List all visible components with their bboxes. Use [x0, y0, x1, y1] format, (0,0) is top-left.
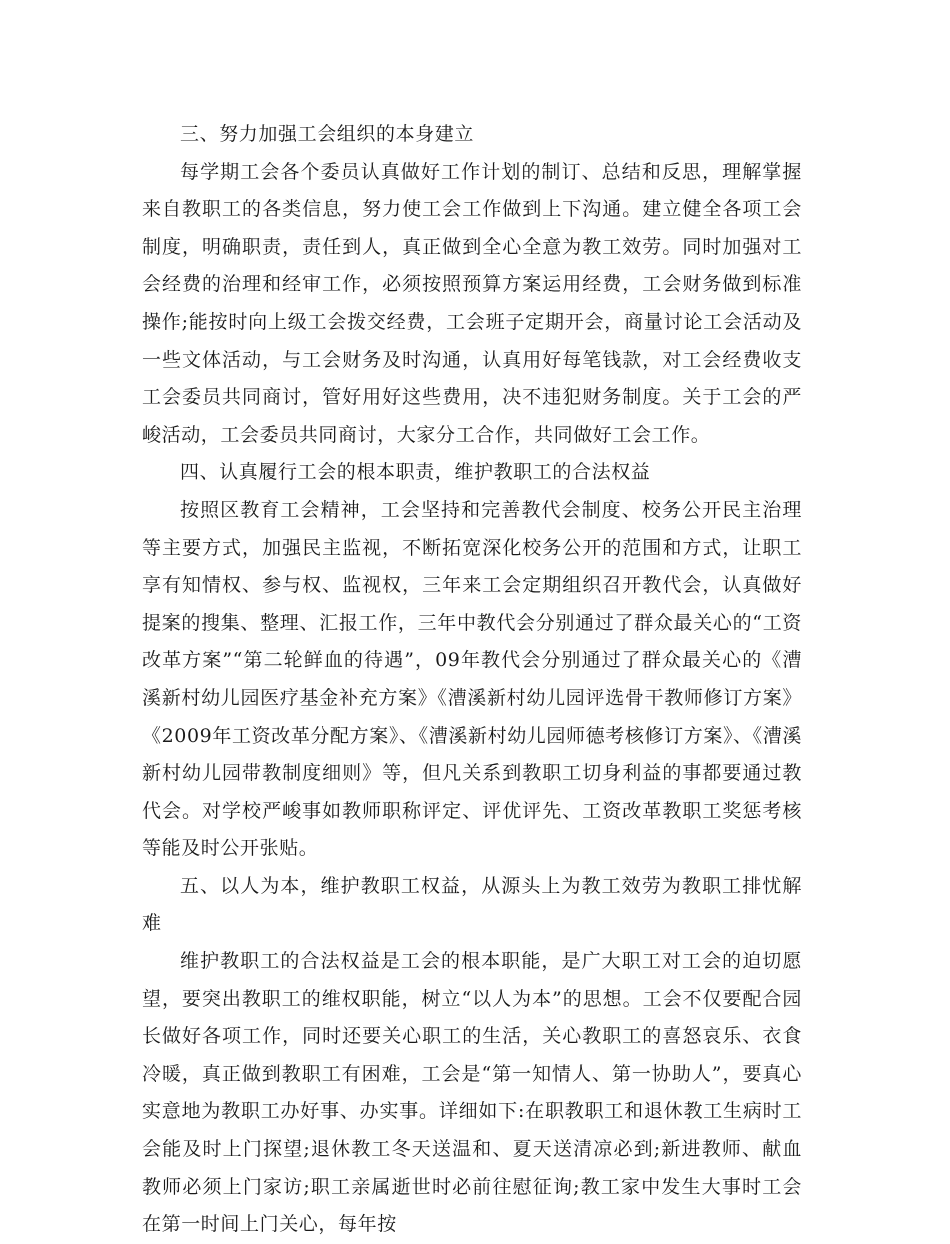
section-heading-4: 四、认真履行工会的根本职责，维护教职工的合法权益: [180, 461, 651, 484]
section-heading-5: 五、以人为本，维护教职工权益，从源头上为教工效劳为教职工排忧解难: [142, 874, 802, 935]
body-paragraph: 按照区教育工会精神，工会坚持和完善教代会制度、校务公开民主治理等主要方式，加强民主监视，不断拓宽深化校务公开的范围和方式，让职工享有知情权、参与权、监视权，三年来工会定期组织召开教代会，认真做好提案的搜集、整理、汇报工作，三年中教代会分别通过了群众最关心的“工资改革方案”“第二轮鲜血的待遇”，09年教代会分别通过了群众最关心的《漕溪新村幼儿园医疗基金补充方案》《漕溪新村幼儿园评选骨干教师修订方案》《2009年工资改革分配方案》、《漕溪新村幼儿园师德考核修订方案》、《漕溪新村幼儿园带教制度细则》等，但凡关系到教职工切身利益的事都要通过教代会。对学校严峻事如教师职称评定、评优评先、工资改革教职工奖惩考核等能及时公开张贴。: [142, 498, 802, 860]
body-paragraph: 维护教职工的合法权益是工会的根本职能，是广大职工对工会的迫切愿望，要突出教职工的维权职能，树立“以人为本”的思想。工会不仅要配合园长做好各项工作，同时还要关心职工的生活，关心教职工的喜怒哀乐、衣食冷暖，真正做到教职工有困难，工会是“第一知情人、第一协助人”，要真心实意地为教职工办好事、办实事。详细如下:在职教职工和退休教工生病时工会能及时上门探望;退休教工冬天送温和、夏天送清凉必到;新进教师、献血教师必须上门家访;职工亲属逝世时必前往慰征询;教工家中发生大事时工会在第一时间上门关心，每年按: [142, 950, 802, 1236]
section-heading-3: 三、努力加强工会组织的本身建立: [180, 123, 475, 145]
body-paragraph: 每学期工会各个委员认真做好工作计划的制订、总结和反思，理解掌握来自教职工的各类信息，努力使工会工作做到上下沟通。建立健全各项工会制度，明确职责，责任到人，真正做到全心全意为教工效劳。同时加强对工会经费的治理和经审工作，必须按照预算方案运用经费，工会财务做到标准操作;能按时向上级工会拨交经费，工会班子定期开会，商量讨论工会活动及一些文体活动，与工会财务及时沟通，认真用好每笔钱款，对工会经费收支工会委员共同商讨，管好用好这些费用，决不违犯财务制度。关于工会的严峻活动，工会委员共同商讨，大家分工合作，共同做好工会工作。: [142, 160, 802, 446]
document-body: [142, 116, 802, 1244]
